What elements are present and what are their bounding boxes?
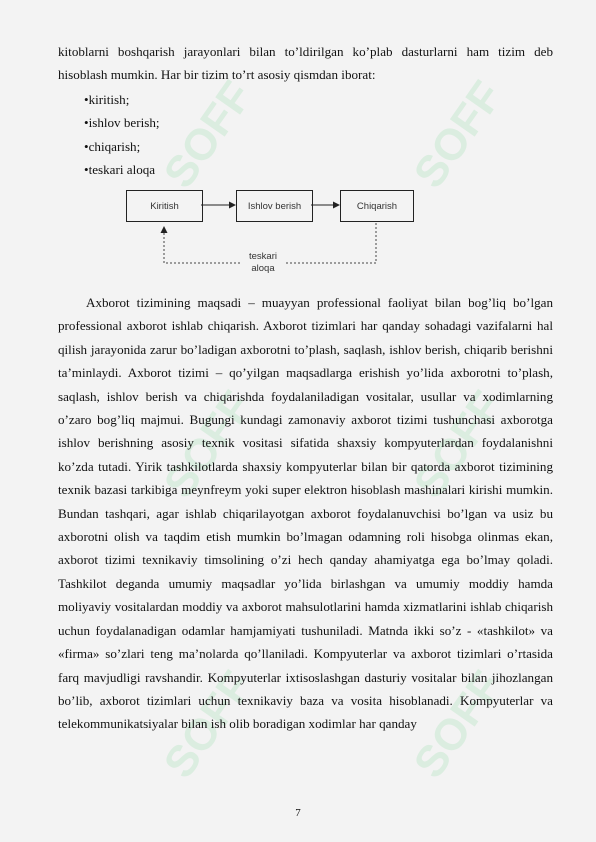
box-output: Chiqarish: [340, 190, 414, 222]
feedback-label-line2: aloqa: [251, 263, 275, 274]
intro-paragraph: kitoblarni boshqarish jarayonlari bilan to’ldirilgan ko’plab dasturlarni ham tizim deb hisoblash mumkin. Har bir tizim to’rt asosiy qismdan iborat:: [58, 44, 553, 83]
watermark: SOFF: [404, 72, 512, 197]
feedback-label-line1: teskari: [249, 251, 277, 262]
bullet-item: • chiqarish;: [84, 135, 160, 158]
watermark: SOFF: [404, 382, 512, 507]
box-process: Ishlov berish: [236, 190, 313, 222]
watermark: SOFF: [404, 662, 512, 787]
watermark: SOFF: [154, 662, 262, 787]
watermark: SOFF: [154, 72, 262, 197]
main-paragraph: Axborot tizimining maqsadi – muayyan professional faoliyat bilan bog’liq bo’lgan professional axborot ishlab chiqarish. Axborot tizimlari har qanday sohadagi vazifalarni hal qilish jarayonida zarur bo’ladigan axborotni to’plash, saqlash, ishlov berish, chiqarib berishni ta’minlaydi. Axborot tizimi – qo’yilgan maqsadlarga erishish yo’lida axborotni to’plash, saqlash, ishlov berish va chiqarishda foydalaniladigan vositalar, usullar va xodimlarning o’zaro bog’liq majmui. Bugungi kundagi zamonaviy axborot tizimi tushunchasi axborotga ishlov berishning asosiy texnik vositasi sifatida shaxsiy kompyuterlardan foydalanishni ko’zda tutadi. Yirik tashkilotlarda shaxsiy kompyuterlar bilan bir qatorda axborot tizimining texnik bazasi tarkibiga meynfreym yoki super elektron hisoblash mashinalari kirishi mumkin. Bundan tashqari, agar ishlab chiqarilayotgan axborot foydalanuvchisi bo’lgan va usiz bu axborotni olish va taqdim etish mumkin bo’lmagan odamning roli hisobga olinmas ekan, axborot tizimi texnikaviy timsolining o’zi hech qanday ahamiyatga ega bo’lmay qoladi. Tashkilot deganda umumiy maqsadlar yo’lida birlashgan va umumiy moddiy hamda moliyaviy vositalardan moddiy va axborot mahsulotlarini hamda xizmatlarini ishlab chiqarish uchun foydalanadigan odamlar hamjamiyati tushuniladi. Matnda ikki so’z - «tashkilot» va «firma» so’zlari teng ma’nolarda qo’llaniladi. Kompyuterlar va axborot tizimlari o’rtasida farq mavjudligi ravshandir. Kompyuterlar ixtisoslashgan dasturiy vositalar bilan jihozlangan bo’lib, axborot tizimlari uchun texnikaviy baza va vosita hisoblanadi. Kompyuterlar va telekommunikatsiyalar bilan ish olib boradigan xodimlar har qanday: [58, 295, 553, 732]
bullet-item: • ishlov berish;: [84, 111, 160, 134]
bullet-item: • kiritish;: [84, 88, 160, 111]
bullet-item: • teskari aloqa: [84, 158, 160, 181]
page-number: 7: [295, 807, 301, 819]
watermark: SOFF: [154, 382, 262, 507]
box-input: Kiritish: [126, 190, 203, 222]
feedback-line-right: [286, 223, 376, 263]
feedback-label: [240, 251, 286, 275]
feedback-line-left: [164, 227, 240, 263]
